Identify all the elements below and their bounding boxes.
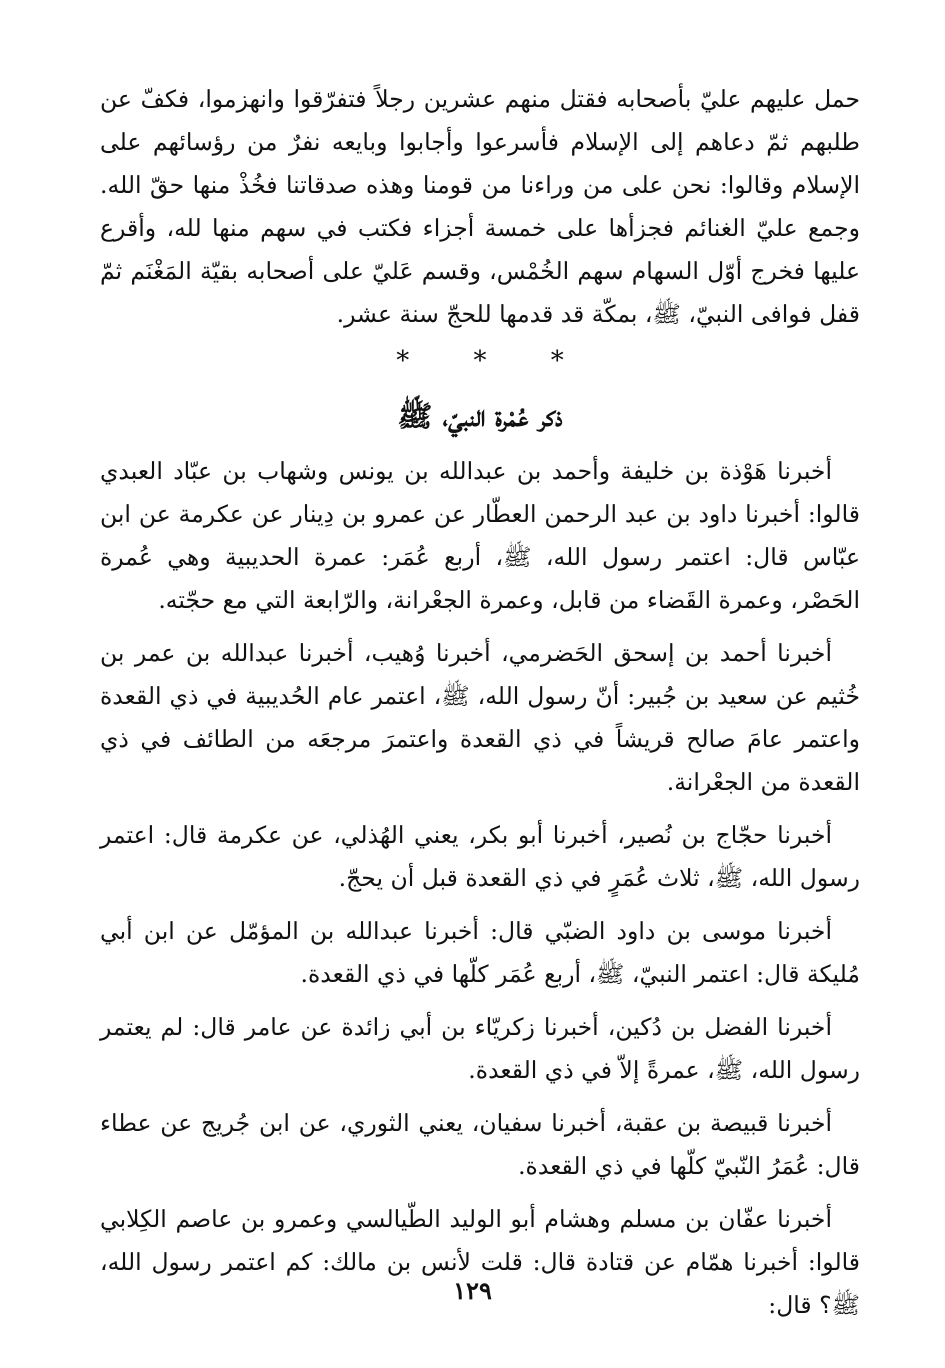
paragraph-2: أخبرنا هَوْذة بن خليفة وأحمد بن عبدالله بن يونس وشهاب بن عبّاد العبدي قالوا: أخبرنا داود بن عبد الرحمن العطّار عن عمرو بن دِينار عن عكرمة عن ابن عبّاس قال: اعتمر رسول الله، ﷺ، أربع عُمَر: عمرة الحديبية وهي عُمرة الحَصْر، وعمرة القَضاء من قابل، وعمرة الجعْرانة، والرّابعة التي مع حجّته.	[100, 457, 860, 614]
paragraph-1: حمل عليهم عليّ بأصحابه فقتل منهم عشرين رجلاً فتفرّقوا وانهزموا، فكفّ عن طلبهم ثمّ دعاهم إلى الإسلام فأسرعوا وأجابوا وبايعه نفرٌ من رؤسائهم على الإسلام وقالوا: نحن على من وراءنا من قومنا وهذه صدقاتنا فخُذْ منها حقّ الله. وجمع عليّ الغنائم فجزأها على خمسة أجزاء فكتب في سهم منها لله، وأقرع عليها فخرج أوّل السهام سهم الخُمْس، وقسم عَليّ على أصحابه بقيّة المَغْنَم ثمّ قفل فوافى النبيّ، ﷺ، بمكّة قد قدمها للحجّ سنة عشر.	[100, 85, 860, 328]
paragraph-8: أخبرنا عفّان بن مسلم وهشام أبو الوليد الطّيالسي وعمرو بن عاصم الكِلابي قالوا: أخبرنا همّام عن قتادة قال: قلت لأنس بن مالك: كم اعتمر رسول الله، ﷺ؟ قال:	[100, 1205, 860, 1319]
section-title: ذكر عُمْرة النبيّ، ﷺ	[397, 399, 563, 433]
divider-star: *	[550, 346, 564, 376]
paragraph-5: أخبرنا موسى بن داود الضبّي قال: أخبرنا عبدالله بن المؤمّل عن ابن أبي مُليكة قال: اعتمر النبيّ، ﷺ، أربع عُمَر كلّها في ذي القعدة.	[100, 917, 860, 988]
paragraph-3: أخبرنا أحمد بن إسحق الحَضرمي، أخبرنا وُهيب، أخبرنا عبدالله بن عمر بن خُثيم عن سعيد بن جُبير: أنّ رسول الله، ﷺ، اعتمر عام الحُديبية في ذي القعدة واعتمر عامَ صالح قريشاً في ذي القعدة واعتمرَ مرجعَه من الطائف في ذي القعدة من الجعْرانة.	[100, 639, 860, 796]
paragraph-7: أخبرنا قبيصة بن عقبة، أخبرنا سفيان، يعني الثوري، عن ابن جُريج عن عطاء قال: عُمَرُ النّبيّ كلّها في ذي القعدة.	[100, 1109, 860, 1180]
divider-star: *	[396, 346, 410, 376]
paragraph-4: أخبرنا حجّاج بن نُصير، أخبرنا أبو بكر، يعني الهُذلي، عن عكرمة قال: اعتمر رسول الله، ﷺ، ثلاث عُمَرٍ في ذي القعدة قبل أن يحجّ.	[100, 821, 860, 892]
page-body	[100, 78, 860, 1327]
section-divider	[100, 336, 860, 386]
paragraph-6: أخبرنا الفضل بن دُكين، أخبرنا زكريّاء بن أبي زائدة عن عامر قال: لم يعتمر رسول الله، ﷺ، عمرةً إلاّ في ذي القعدة.	[100, 1013, 860, 1084]
divider-star: *	[473, 346, 487, 376]
page-number: ١٢٩	[453, 1276, 492, 1305]
